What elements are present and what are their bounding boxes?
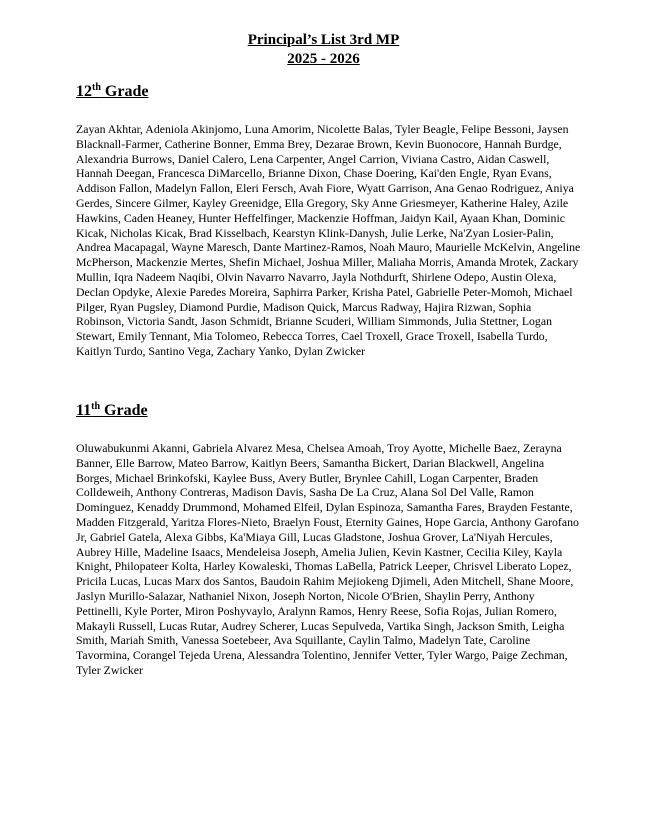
school-year: 2025 - 2026	[287, 51, 360, 67]
grade-11-heading	[76, 401, 148, 421]
grade-11-suffix: th	[91, 401, 101, 412]
page-title: Principal’s List 3rd MP	[247, 32, 400, 48]
grade-12-word: Grade	[100, 83, 149, 100]
grade-11-number: 11	[76, 402, 92, 419]
grade-12-heading	[76, 82, 148, 102]
grade-12-suffix: th	[92, 82, 101, 93]
document-header	[0, 31, 647, 69]
grade-12-number: 12	[76, 83, 92, 100]
grade-11-word: Grade	[100, 402, 148, 419]
grade-12-name-list: Zayan Akhtar, Adeniola Akinjomo, Luna Amorim, Nicolette Balas, Tyler Beagle, Felipe Bessoni, Jaysen Blacknall-Farmer, Catherine Bonner, Emma Brey, Dezarae Brown, Kevin Buonocore, Hannah Burdge, Alexandria Burrows, Daniel Calero, Lena Carpenter, Angel Carrion, Viviana Castro, Aidan Caswell, Hannah Deegan, Francesca DiMarcello, Brianne Dixon, Chase Doering, Kai'den Engle, Ryan Evans, Addison Fallon, Madelyn Fallon, Eleri Fersch, Avah Fiore, Wyatt Garrison, Ana Genao Rodriguez, Aniya Gerdes, Sincere Gilmer, Kayley Greenidge, Ella Gregory, Sky Anne Griesmeyer, Katherine Haley, Azile Hawkins, Caden Heaney, Hunter Heffelfinger, Mackenzie Hoffman, Jaidyn Kail, Ayaan Khan, Dominic Kicak, Nicholas Kicak, Brad Kisselbach, Kearstyn Klink-Danysh, Julie Lerke, Na'Zyan Losier-Palin, Andrea Macapagal, Wayne Maresch, Dante Martinez-Ramos, Noah Mauro, Maurielle McKelvin, Angeline McPherson, Mackenzie Mertes, Shefin Michael, Joshua Miller, Maliaha Morris, Amanda Mrotek, Zackary Mullin, Iqra Nadeem Naqibi, Olvin Navarro Navarro, Jayla Nothdurft, Shirlene Odepo, Austin Olexa, Declan Opdyke, Alexie Paredes Moreira, Saphirra Parker, Krisha Patel, Gabrielle Peter-Momoh, Michael Pilger, Ryan Pugsley, Diamond Purdie, Madison Quick, Marcus Radway, Hajira Rizwan, Sophia Robinson, Victoria Sandt, Jason Schmidt, Brianne Scuderi, William Simmonds, Julia Stettner, Logan Stewart, Emily Tennant, Mia Tolomeo, Rebecca Torres, Cael Troxell, Grace Troxell, Isabella Turdo, Kaitlyn Turdo, Santino Vega, Zachary Yanko, Dylan Zwicker	[76, 122, 581, 358]
grade-11-name-list: Oluwabukunmi Akanni, Gabriela Alvarez Mesa, Chelsea Amoah, Troy Ayotte, Michelle Baez, Zerayna Banner, Elle Barrow, Mateo Barrow, Kaitlyn Beers, Samantha Bickert, Darian Blackwell, Angelina Borges, Michael Brinkofski, Kaylee Buss, Avery Butler, Brynlee Cahill, Logan Carpenter, Braden Colldeweih, Anthony Contreras, Madison Davis, Sasha De La Cruz, Alana Sol Del Valle, Ramon Dominguez, Kenaddy Drummond, Mohamed Elfeil, Dylan Espinoza, Samantha Fares, Brayden Festante, Madden Fitzgerald, Yaritza Flores-Nieto, Braelyn Foust, Eternity Gaines, Hope Garcia, Anthony Garofano Jr, Gabriel Gatela, Alexa Gibbs, Ka'Miaya Gill, Lucas Gladstone, Joshua Grover, La'Niyah Hercules, Aubrey Hille, Madeline Isaacs, Mendeleisa Joseph, Amelia Julien, Kevin Kastner, Cecilia Kiley, Kayla Knight, Philopateer Kolta, Harley Kowaleski, Thomas LaBella, Patrick Leeper, Chrisvel Liberato Lopez, Pricila Lucas, Lucas Marx dos Santos, Baudoin Rahim Mejiokeng Djimeli, Aden Mitchell, Shane Moore, Jaslyn Murillo-Salazar, Nathaniel Nixon, Joseph Norton, Nicole O'Brien, Shaylin Perry, Anthony Pettinelli, Kyle Porter, Miron Poshyvaylo, Aralynn Ramos, Henry Reese, Sofia Rojas, Julian Romero, Makayli Russell, Lucas Rutar, Audrey Scherer, Lucas Sepulveda, Vartika Singh, Jackson Smith, Leigha Smith, Mariah Smith, Vanessa Soetebeer, Ava Squillante, Caylin Talmo, Madelyn Tate, Caroline Tavormina, Corangel Tejeda Urena, Alessandra Tolentino, Jennifer Vetter, Tyler Wargo, Paige Zechman, Tyler Zwicker	[76, 441, 579, 677]
